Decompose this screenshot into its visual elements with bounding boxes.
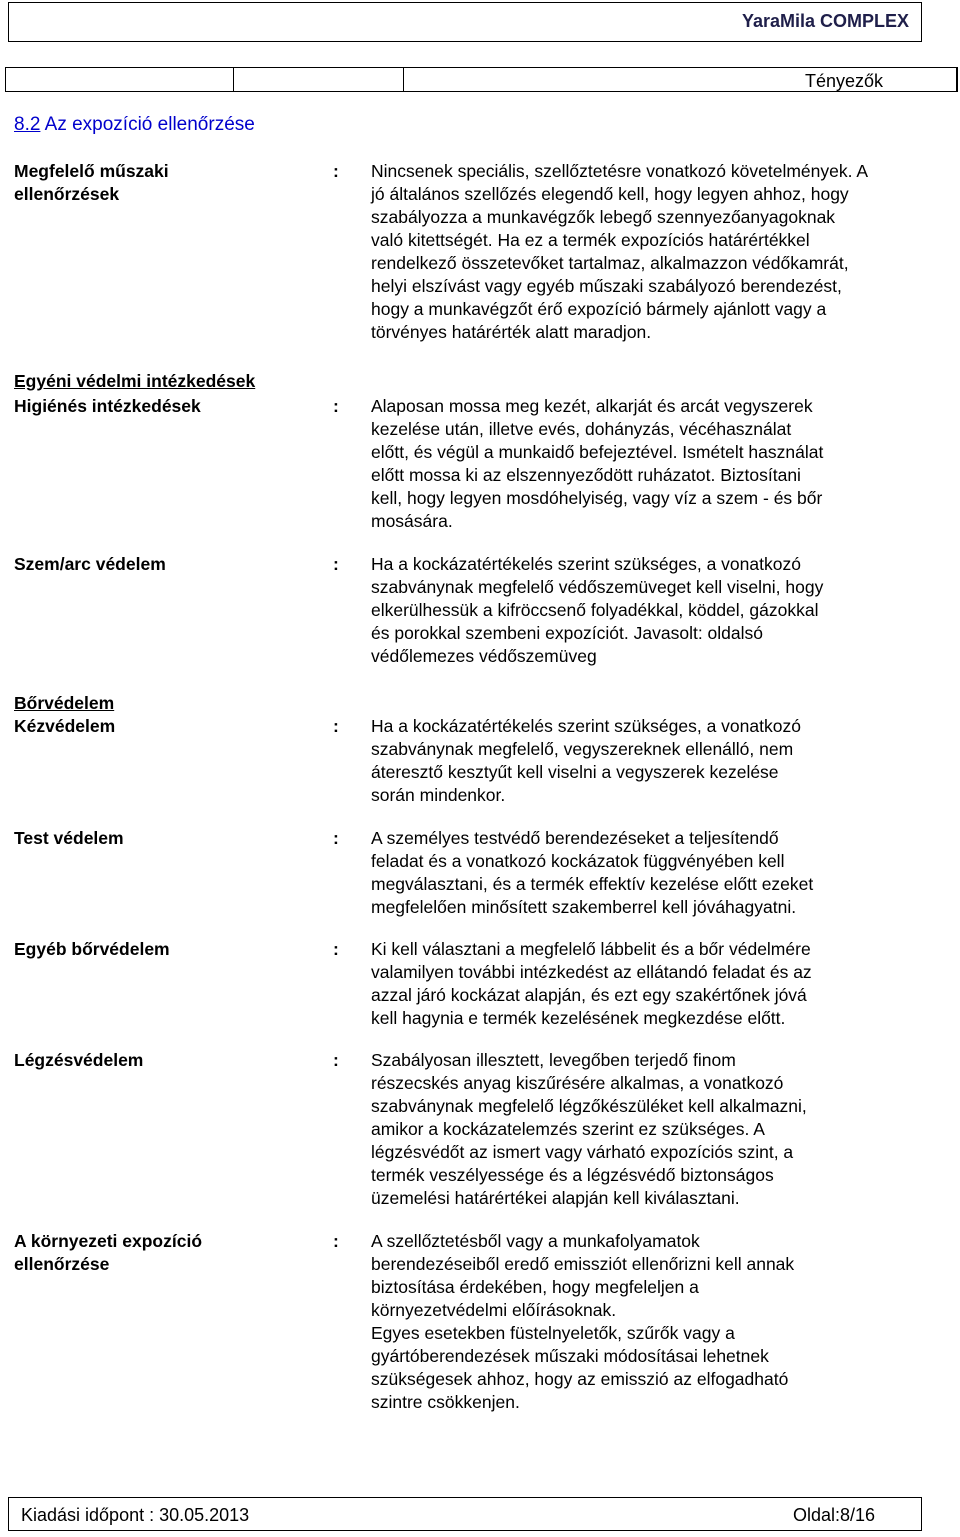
text-line: előtt mossa ki az elszennyeződött ruházatot. Biztosítani xyxy=(371,465,801,485)
text-line: gyártóberendezések műszaki módosításai lehetnek xyxy=(371,1346,769,1366)
text-line: rendelkező összetevőket tartalmaz, alkalmazzon védőkamrát, xyxy=(371,253,849,273)
text-line: védőlemezes védőszemüveg xyxy=(371,646,597,666)
text-line: szabványnak megfelelő, vegyszereknek ellenálló, nem xyxy=(371,739,794,759)
text-line: Ki kell választani a megfelelő lábbelit és a bőr védelmére xyxy=(371,939,811,959)
environmental-colon: : xyxy=(333,1231,339,1251)
text-line: valamilyen további intézkedést az ellátandó feladat és az xyxy=(371,962,812,982)
text-line: amikor a kockázatelemzés szerint ez szükséges. A xyxy=(371,1119,765,1139)
text-line: berendezéseiből eredő emissziót ellenőrizni kell annak xyxy=(371,1254,795,1274)
text-line: termék veszélyessége és a légzésvédő biztonságos xyxy=(371,1165,774,1185)
text-line: helyi elszívást vagy egyéb műszaki szabályozó berendezést, xyxy=(371,276,842,296)
text-line: üzemelési határértékei alapján kell kiválasztani. xyxy=(371,1188,740,1208)
hand-text xyxy=(371,715,953,807)
section-title xyxy=(14,114,255,136)
text-line: feladat és a vonatkozó kockázatok függvényében kell xyxy=(371,851,785,871)
text-line: Ha a kockázatértékelés szerint szükséges, a vonatkozó xyxy=(371,554,801,574)
text-line: hogy a munkavégzőt érő expozíció bármely ajánlott vagy a xyxy=(371,299,827,319)
eye-text xyxy=(371,553,953,668)
text-line: környezetvédelmi előírásoknak. xyxy=(371,1300,617,1320)
body-colon: : xyxy=(333,828,339,848)
text-line: áteresztő kesztyűt kell viselni a vegyszerek kezelése xyxy=(371,762,779,782)
text-line: Ha a kockázatértékelés szerint szükséges, a vonatkozó xyxy=(371,716,801,736)
other-skin-text xyxy=(371,938,953,1030)
hygiene-label: Higiénés intézkedések xyxy=(14,396,201,416)
text-line: Nincsenek speciális, szellőztetésre vonatkozó követelmények. A xyxy=(371,161,869,181)
text-line: szükségesek ahhoz, hogy az emisszió az elfogadható xyxy=(371,1369,789,1389)
footer-box xyxy=(8,1497,922,1531)
environmental-label-line2: ellenőrzése xyxy=(14,1254,110,1274)
personal-heading xyxy=(14,370,255,393)
text-line: Szabályosan illesztett, levegőben terjedő finom xyxy=(371,1050,736,1070)
respiratory-label: Légzésvédelem xyxy=(14,1050,144,1070)
text-line: való kitettségét. Ha ez a termék expozíciós határértékkel xyxy=(371,230,810,250)
tab-cell-1 xyxy=(6,68,234,91)
section-title-text: Az expozíció ellenőrzése xyxy=(40,114,255,135)
text-line: szabványnak megfelelő légzőkészüléket kell alkalmazni, xyxy=(371,1096,807,1116)
skin-heading xyxy=(14,692,114,715)
personal-heading-text: Egyéni védelmi intézkedések xyxy=(14,371,256,391)
tab-cell-2 xyxy=(234,68,404,91)
text-line: jó általános szellőzés elegendő kell, hogy legyen ahhoz, hogy xyxy=(371,184,849,204)
body-text xyxy=(371,827,953,919)
text-line: elkerülhessük a kifröccsenő folyadékkal, köddel, gázokkal xyxy=(371,600,819,620)
hygiene-text xyxy=(371,395,953,533)
environmental-label-line1: A környezeti expozíció xyxy=(14,1231,203,1251)
text-line: légzésvédőt az ismert vagy várható expozíciós szint, a xyxy=(371,1142,794,1162)
environmental-label xyxy=(14,1230,202,1276)
text-line: Egyes esetekben füstelnyeletők, szűrők vagy a xyxy=(371,1323,735,1343)
text-line: megválasztani, és a termék effektív kezelése előtt ezeket xyxy=(371,874,814,894)
text-line: megfelelően minősített szakemberrel kell jóváhagyatni. xyxy=(371,897,797,917)
body-label: Test védelem xyxy=(14,828,124,848)
respiratory-text xyxy=(371,1049,953,1210)
tab-label: Tényezők xyxy=(804,71,883,91)
issue-date: Kiadási időpont : 30.05.2013 xyxy=(21,1505,250,1525)
text-line: során mindenkor. xyxy=(371,785,506,805)
section-number: 8.2 xyxy=(14,114,41,135)
other-skin-label: Egyéb bőrvédelem xyxy=(14,939,170,959)
product-title: YaraMila COMPLEX xyxy=(741,11,909,31)
text-line: részecskés anyag kiszűrésére alkalmas, a vonatkozó xyxy=(371,1073,784,1093)
text-line: kell, hogy legyen mosdóhelyiség, vagy víz a szem - és bőr xyxy=(371,488,823,508)
text-line: biztosítása érdekében, hogy megfeleljen a xyxy=(371,1277,699,1297)
text-line: mosására. xyxy=(371,511,453,531)
text-line: szabályozza a munkavégzők lebegő szennyezőanyagoknak xyxy=(371,207,836,227)
text-line: Alaposan mossa meg kezét, alkarját és arcát vegyszerek xyxy=(371,396,813,416)
text-line: kezelése után, illetve evés, dohányzás, vécéhasználat xyxy=(371,419,792,439)
hygiene-colon: : xyxy=(333,396,339,416)
text-line: kell hagynia e termék kezelésének megkezdése előtt. xyxy=(371,1008,786,1028)
text-line: szintre csökkenjen. xyxy=(371,1392,520,1412)
hand-label: Kézvédelem xyxy=(14,716,116,736)
skin-heading-text: Bőrvédelem xyxy=(14,693,115,713)
header-box xyxy=(8,2,922,42)
text-line: szabványnak megfelelő védőszemüveget kell viselni, hogy xyxy=(371,577,824,597)
text-line: és porokkal szembeni expozíciót. Javasolt: oldalsó xyxy=(371,623,764,643)
environmental-text xyxy=(371,1230,953,1414)
engineering-colon: : xyxy=(333,161,339,181)
tab-row xyxy=(5,67,958,92)
hand-colon: : xyxy=(333,716,339,736)
respiratory-colon: : xyxy=(333,1050,339,1070)
eye-colon: : xyxy=(333,554,339,574)
page-number: Oldal:8/16 xyxy=(792,1505,875,1525)
text-line: törvényes határérték alatt maradjon. xyxy=(371,322,652,342)
text-line: azzal járó kockázat alapján, és ezt egy szakértőnek jóvá xyxy=(371,985,807,1005)
engineering-label-line2: ellenőrzések xyxy=(14,184,120,204)
other-skin-colon: : xyxy=(333,939,339,959)
text-line: A szellőztetésből vagy a munkafolyamatok xyxy=(371,1231,700,1251)
eye-label: Szem/arc védelem xyxy=(14,554,166,574)
engineering-text xyxy=(371,160,953,344)
text-line: előtt, és végül a munkaidő befejeztével. Ismételt használat xyxy=(371,442,824,462)
engineering-label-line1: Megfelelő műszaki xyxy=(14,161,169,181)
text-line: A személyes testvédő berendezéseket a teljesítendő xyxy=(371,828,779,848)
engineering-label xyxy=(14,160,169,206)
